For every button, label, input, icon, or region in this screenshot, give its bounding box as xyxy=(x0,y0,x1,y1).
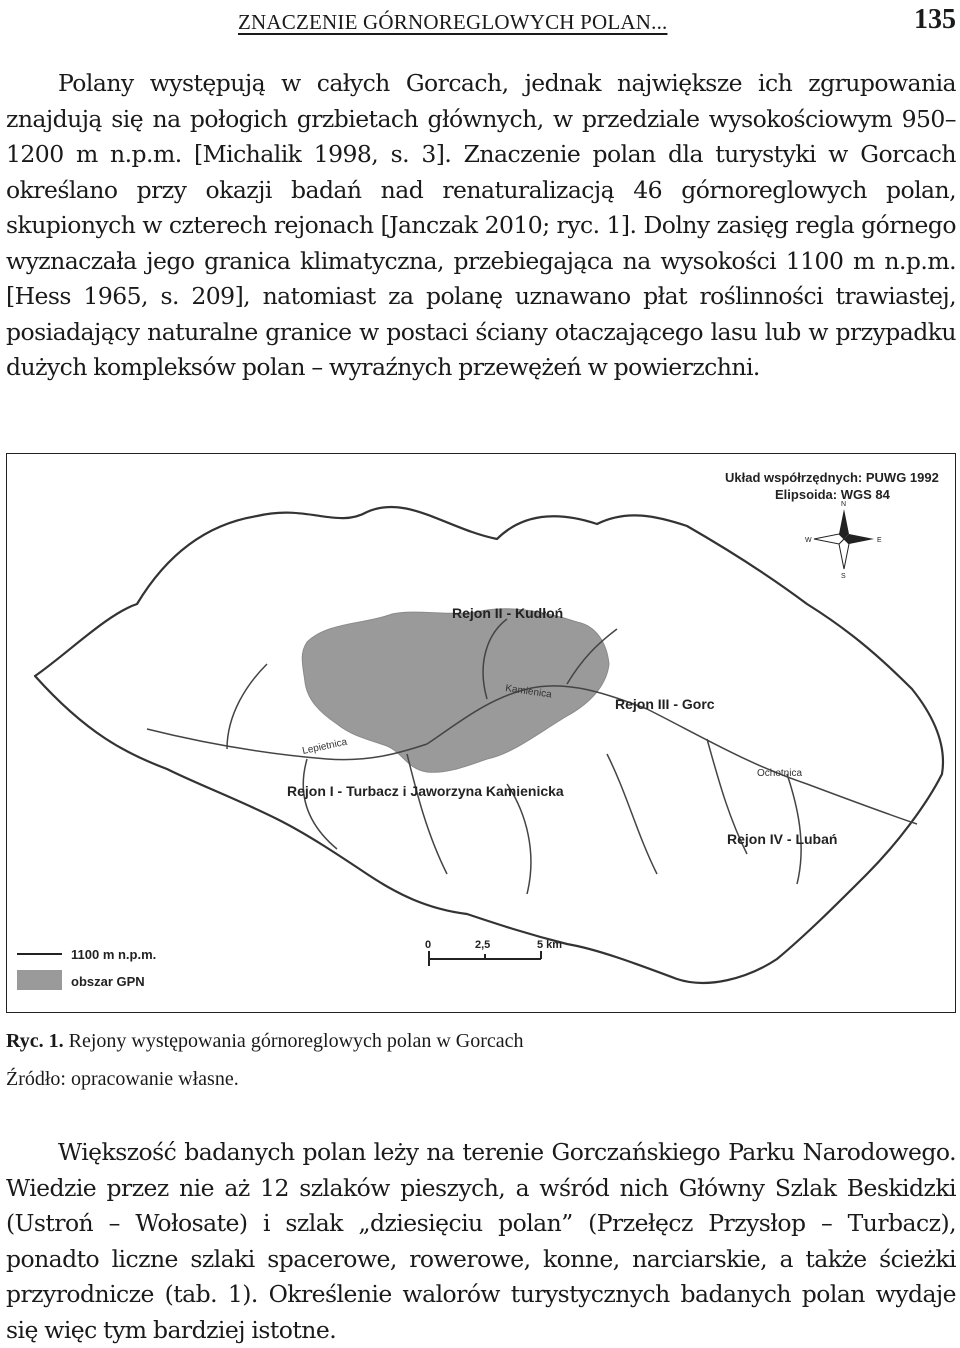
caption-label: Ryc. 1. xyxy=(6,1030,64,1052)
svg-text:2,5: 2,5 xyxy=(475,939,491,951)
coords-system: Układ współrzędnych: PUWG 1992 xyxy=(725,470,939,485)
region-1-label: Rejon I - Turbacz i Jaworzyna Kamienicka xyxy=(287,783,564,799)
region-4-label: Rejon IV - Lubań xyxy=(727,831,838,847)
figure-source: Źródło: opracowanie własne. xyxy=(6,1068,239,1090)
page-header xyxy=(0,4,960,40)
compass-rose-icon xyxy=(805,501,882,580)
figure-caption xyxy=(6,1030,524,1053)
river-lepietnica-label: Lepietnica xyxy=(301,736,349,757)
svg-text:S: S xyxy=(841,573,846,580)
region-2-label: Rejon II - Kudłoń xyxy=(452,605,564,621)
legend-area-label: obszar GPN xyxy=(71,974,145,989)
legend-area-swatch xyxy=(17,970,62,990)
page-number: 135 xyxy=(914,4,956,35)
svg-text:E: E xyxy=(877,537,882,544)
scale-bar xyxy=(425,939,562,966)
paragraph-1: Polany występują w całych Gorcach, jednak największe ich zgrupowania znajdują się na połogich grzbietach głównych, w przedziale wysokościowym 950–1200 m n.p.m. [Michalik 1998, s. 3]. Znaczenie polan dla turystyki w Gorcach określano przy okazji badań nad renaturalizacją 46 górnoreglowych polan, skupionych w czterech rejonach [Janczak 2010; ryc. 1]. Dolny zasięg regla górnego wyznaczała jego granica klimatyczna, przebiegająca na wysokości 1100 m n.p.m. [Hess 1965, s. 209], natomiast za polanę uznawano płat roślinności trawiastej, posiadający naturalne granice w postaci ściany otaczającego lasu lub w przypadku dużych kompleksów polan – wyraźnych przewężeń w powierzchni. xyxy=(6,69,956,381)
region-3-label: Rejon III - Gorc xyxy=(615,696,715,712)
river-kamienica-label: Kamienica xyxy=(504,683,553,701)
svg-text:0: 0 xyxy=(425,939,432,951)
svg-text:5 km: 5 km xyxy=(537,939,563,951)
map-figure xyxy=(6,453,956,1013)
gpn-area xyxy=(302,609,609,773)
legend-line-label: 1100 m n.p.m. xyxy=(71,947,157,962)
map-svg xyxy=(7,454,954,1011)
svg-text:W: W xyxy=(805,537,812,544)
running-head: ZNACZENIE GÓRNOREGLOWYCH POLAN... xyxy=(238,10,668,34)
river-ochotnica-label: Ochotnica xyxy=(757,768,803,779)
ellipsoid: Elipsoida: WGS 84 xyxy=(775,487,890,502)
caption-text: Rejony występowania górnoreglowych polan w Gorcach xyxy=(63,1030,524,1052)
svg-text:N: N xyxy=(841,501,847,508)
paragraph-2: Większość badanych polan leży na terenie Gorczańskiego Parku Narodowego. Wiedzie przez nie aż 12 szlaków pieszych, a wśród nich Główny Szlak Beskidzki (Ustroń – Wołosate) i szlak „dziesięciu polan” (Przełęcz Przysłop – Turbacz), ponadto liczne szlaki spacerowe, rowerowe, konne, narciarskie, a także ścieżki przyrodnicze (tab. 1). Określenie walorów turystycznych badanych polan wydaje się więc tym bardziej istotne. xyxy=(6,1138,956,1344)
